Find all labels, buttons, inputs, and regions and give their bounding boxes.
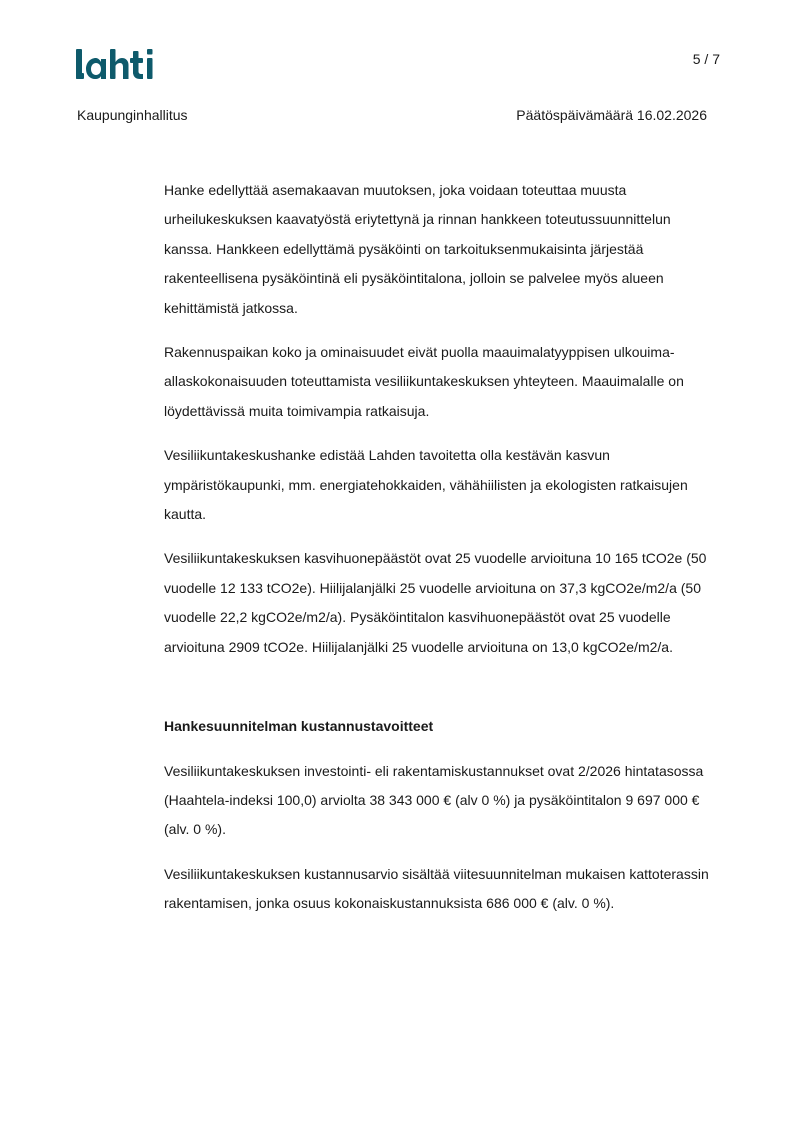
paragraph: Vesiliikuntakeskuksen kasvihuonepäästöt ovat 25 vuodelle arvioituna 10 165 tCO2e (50 vuodelle 12 133 tCO2e). Hiilijalanjälki 25 vuodelle arvioituna on 37,3 kgCO2e/m2/a (50 vuodelle 22,2 kgCO2e/m2/a). Pysäköintitalon kasvihuonepäästöt ovat 25 vuodelle arvioituna 2909 tCO2e. Hiilijalanjälki 25 vuodelle arvioituna on 13,0 kgCO2e/m2/a. (164, 550, 707, 655)
paragraph: Vesiliikuntakeskuksen investointi- eli rakentamiskustannukset ovat 2/2026 hintatasossa (Haahtela-indeksi 100,0) arviolta 38 343 000 € (alv 0 %) ja pysäköintitalon 9 697 000 € (alv. 0 %). (164, 762, 704, 838)
paragraph: Vesiliikuntakeskushanke edistää Lahden tavoitetta olla kestävän kasvun ympäristökaupunki, mm. energiatehokkaiden, vähähiilisten ja ekologisten ratkaisujen kautta. (164, 447, 688, 523)
paragraph: Hanke edellyttää asemakaavan muutoksen, joka voidaan toteuttaa muusta urheilukeskuksen kaavatyöstä eriytettynä ja rinnan hankkeen toteutussuunnittelun kanssa. Hankkeen edellyttämä pysäköinti on tarkoituksenmukaisinta järjestää rakenteellisena pysäköintinä eli pysäköintitalona, jolloin se palvelee myös alueen kehittämistä jatkossa. (164, 182, 671, 316)
paragraph: Vesiliikuntakeskuksen kustannusarvio sisältää viitesuunnitelman mukaisen kattoterassin rakentamisen, jonka osuus kokonaiskustannuksista 686 000 € (alv. 0 %). (164, 865, 709, 912)
lahti-logo (76, 46, 168, 82)
page-number: 5 / 7 (692, 51, 720, 67)
document-body (164, 176, 720, 934)
organization-name: Kaupunginhallitus (77, 107, 188, 123)
decision-date: Päätöspäivämäärä 16.02.2026 (516, 107, 707, 123)
section-heading: Hankesuunnitelman kustannustavoitteet (164, 718, 434, 735)
paragraph: Rakennuspaikan koko ja ominaisuudet eivät puolla maauimalatyyppisen ulkouima-allaskokonaisuuden toteuttamista vesiliikuntakeskuksen yhteyteen. Maauimalalle on löydettävissä muita toimivampia ratkaisuja. (164, 344, 684, 419)
